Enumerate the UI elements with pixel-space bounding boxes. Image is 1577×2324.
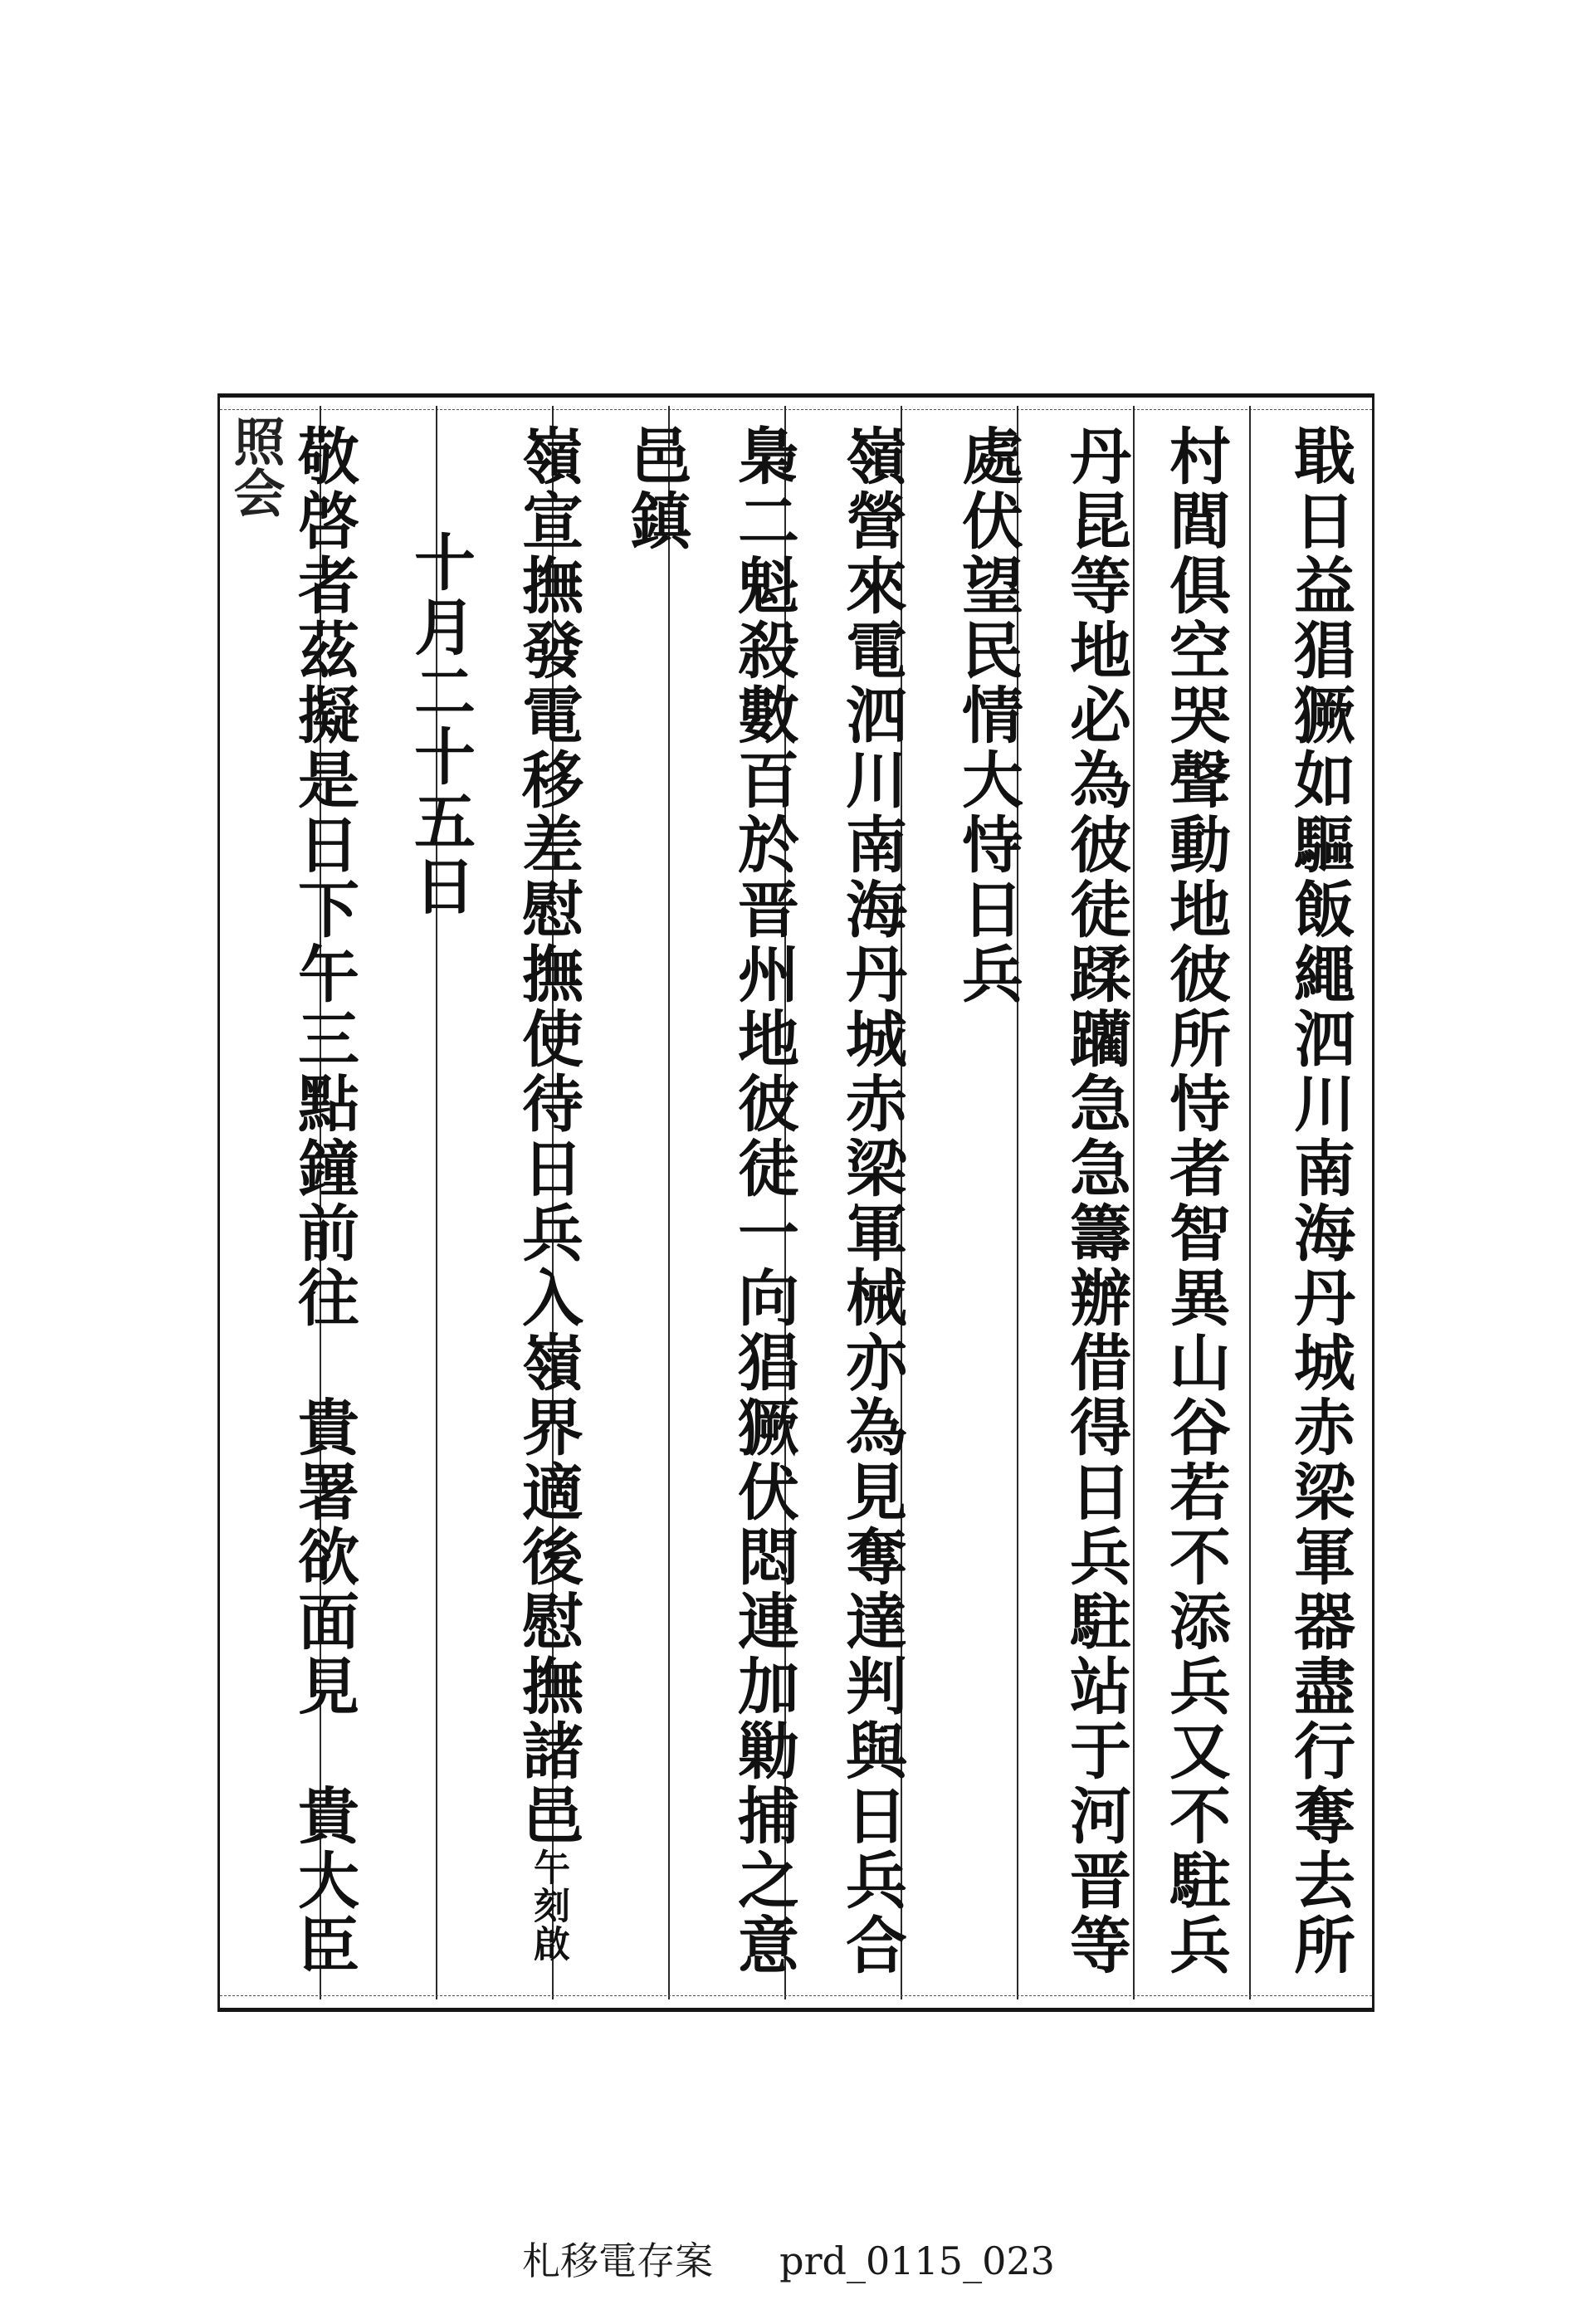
text-column-7 — [610, 424, 701, 1985]
text-column-8 — [502, 424, 593, 1985]
column-text: 處伏望民情大恃日兵 — [952, 424, 1023, 1007]
text-column-4 — [942, 424, 1033, 1985]
text-column-6 — [718, 424, 809, 1985]
page-frame — [217, 393, 1374, 2012]
text-column-2 — [1150, 424, 1241, 1985]
column-text: 梟二魁殺數百於晋州地彼徒一向猖獗伏悶連加勦捕之意 — [728, 424, 799, 1978]
column-text: 邑鎮 — [620, 424, 691, 554]
text-column-9 — [394, 530, 486, 2091]
column-text: 十月二十五日 — [404, 530, 476, 919]
column-text: 嶺營來電泗川南海丹城赤梁軍械亦為見奪達判與日兵合 — [836, 424, 907, 1978]
column-text: 敬啓者茲擬是日下午三點鐘前往 貴署欲面見 貴大臣 — [288, 424, 359, 1978]
footer-title: 札移電存案 — [522, 2239, 714, 2283]
text-column-1 — [1274, 424, 1365, 1985]
column-note: 午刻啟 — [527, 1848, 569, 1963]
text-column-5 — [826, 424, 917, 1985]
text-column-10 — [278, 424, 369, 1985]
footer-code: prd_0115_023 — [779, 2239, 1055, 2283]
column-text: 丹昆等地必為彼徒蹂躪急急籌辦借得日兵駐站于河晋等 — [1060, 424, 1131, 1978]
column-text: 戢日益猖獗如驅飯繩泗川南海丹城赤梁軍器盡行奪去所 — [1284, 424, 1355, 1978]
margin-label: 照会 — [225, 415, 286, 518]
column-text: 村閭俱空哭聲動地彼所恃者智異山谷若不添兵又不駐兵 — [1160, 424, 1231, 1978]
text-column-3 — [1050, 424, 1141, 1985]
page-footer — [0, 2231, 1577, 2286]
column-divider — [1249, 406, 1251, 1999]
column-text: 嶺宣撫發電移差慰撫使待日兵入嶺界適後慰撫諸邑 — [512, 424, 583, 1848]
